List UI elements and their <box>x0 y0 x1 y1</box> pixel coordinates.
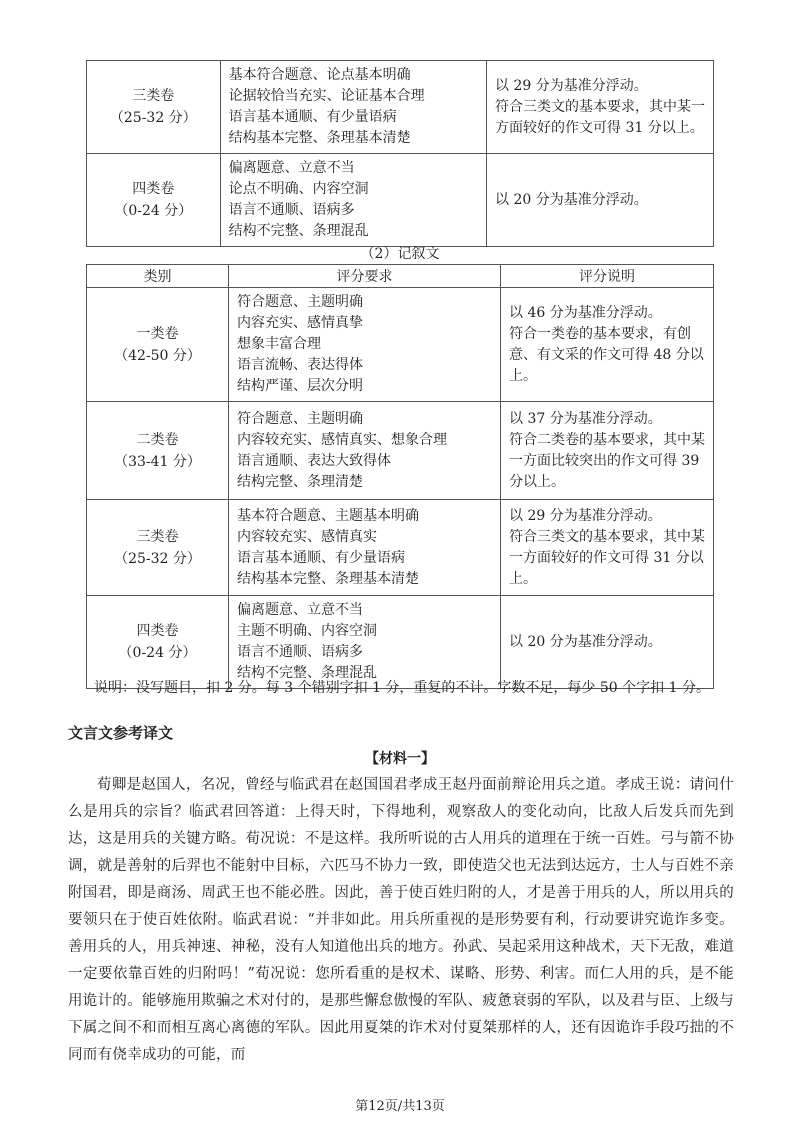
notes-cell <box>501 288 714 402</box>
requirement-line: 语言不通顺、语病多 <box>228 202 355 218</box>
category-name: 四类卷 <box>132 181 175 197</box>
category-cell <box>87 596 229 689</box>
header-category: 类别 <box>87 265 229 288</box>
requirement-line: 语言流畅、表达得体 <box>237 357 363 373</box>
note-line: 以 29 分为基准分浮动。 <box>509 507 662 524</box>
note-line: 以 37 分为基准分浮动。 <box>509 410 662 427</box>
notes-cell <box>501 402 714 500</box>
requirement-line: 符合题意、主题明确 <box>237 294 363 310</box>
table-row <box>87 61 714 154</box>
category-name: 一类卷 <box>136 325 179 342</box>
note-line: 符合三类文的基本要求，其中某 <box>509 528 705 545</box>
category-range: （0-24 分） <box>114 203 193 219</box>
notes-cell <box>501 596 714 689</box>
note-line: 一方面比较突出的作文可得 39 <box>509 452 700 469</box>
category-cell <box>87 154 221 247</box>
category-range: （25-32 分） <box>114 550 201 567</box>
requirement-line: 符合题意、主题明确 <box>237 410 363 427</box>
note-line: 符合二类卷的基本要求，其中某 <box>509 431 705 448</box>
notes-cell <box>487 154 714 247</box>
requirements-cell <box>220 61 486 154</box>
header-notes: 评分说明 <box>501 265 714 288</box>
requirement-line: 结构不完整、条理混乱 <box>237 665 377 681</box>
requirement-line: 想象丰富合理 <box>237 336 321 352</box>
requirements-cell <box>229 500 501 596</box>
note-line: 符合一类卷的基本要求，有创 <box>509 325 691 342</box>
note-line: 上。 <box>509 367 537 384</box>
table-row <box>87 596 714 689</box>
material-title: 【材料一】 <box>365 751 435 767</box>
requirements-cell <box>220 154 486 247</box>
requirement-line: 语言不通顺、语病多 <box>237 644 363 660</box>
note-line: 符合三类文的基本要求，其中某一 <box>495 98 705 115</box>
category-range: （33-41 分） <box>114 453 201 470</box>
note-line: 意、有文采的作文可得 48 分以 <box>509 346 704 363</box>
requirement-line: 内容较充实、感情真实、想象合理 <box>237 431 447 448</box>
note-line: 上。 <box>509 570 537 587</box>
note-line: 以 20 分为基准分浮动。 <box>509 633 662 650</box>
requirement-line: 基本符合题意、主题基本明确 <box>237 507 419 524</box>
requirement-line: 偏离题意、立意不当 <box>237 602 363 618</box>
requirement-line: 基本符合题意、论点基本明确 <box>228 67 411 83</box>
category-name: 三类卷 <box>132 88 175 104</box>
section-title: 文言文参考译文 <box>68 724 174 742</box>
table-row <box>87 288 714 402</box>
essay-scoring-table-narrative <box>86 264 714 689</box>
narrative-caption: （2）记叙文 <box>360 246 440 262</box>
category-name: 四类卷 <box>136 623 179 639</box>
translation-passage <box>68 772 734 1069</box>
scoring-explanation: 说明：没写题目，扣 2 分。每 3 个错别字扣 1 分，重复的不计。字数不足，每少 50 个字扣 1 分。 <box>94 680 710 696</box>
requirement-line: 结构基本完整、条理基本清楚 <box>228 130 411 146</box>
requirement-line: 内容充实、感情真挚 <box>237 315 363 331</box>
requirement-line: 结构不完整、条理混乱 <box>228 223 369 239</box>
note-line: 以 46 分为基准分浮动。 <box>509 304 662 321</box>
requirement-line: 主题不明确、内容空洞 <box>237 623 377 639</box>
table-row <box>87 500 714 596</box>
requirements-cell <box>229 288 501 402</box>
category-range: （42-50 分） <box>114 347 201 364</box>
requirement-line: 语言基本通顺、有少量语病 <box>228 109 397 125</box>
category-cell <box>87 500 229 596</box>
category-range: （0-24 分） <box>118 645 197 661</box>
category-name: 二类卷 <box>136 431 179 448</box>
category-range: （25-32 分） <box>109 110 197 126</box>
requirement-line: 结构基本完整、条理基本清楚 <box>237 570 419 587</box>
requirement-line: 语言通顺、表达大致得体 <box>237 452 391 469</box>
category-cell <box>87 402 229 500</box>
essay-scoring-table-argumentative <box>86 60 714 247</box>
requirements-cell <box>229 596 501 689</box>
notes-cell <box>487 61 714 154</box>
table-row <box>87 402 714 500</box>
passage-paragraph: 荀卿是赵国人，名况，曾经与临武君在赵国国君孝成王赵丹面前辩论用兵之道。孝成王说：请问什么是用兵的宗旨？临武君回答道：上得天时，下得地利，观察敌人的变化动向，比敌人后发兵而先到达，这是用兵的关键方略。荀况说：不是这样。我所听说的古人用兵的道理在于统一百姓。弓与箭不协调，就是善射的后羿也不能射中目标，六匹马不协力一致，即使造父也无法到达远方，士人与百姓不亲附国君，即是商汤、周武王也不能必胜。因此，善于使百姓归附的人，才是善于用兵的人，所以用兵的要领只在于使百姓依附。临武君说：“并非如此。用兵所重视的是形势要有利，行动要讲究诡诈多变。善用兵的人，用兵神速、神秘，没有人知道他出兵的地方。孙武、吴起采用这种战术，天下无敌，难道一定要依靠百姓的归附吗！”荀况说：您所看重的是权术、谋略、形势、利害。而仁人用的兵，是不能用诡计的。能够施用欺骗之术对付的，是那些懈怠傲慢的军队、疲惫衰弱的军队，以及君与臣、上级与下属之间不和而相互离心离德的军队。因此用夏桀的诈术对付夏桀那样的人，还有因诡诈手段巧拙的不同而有侥幸成功的可能，而 <box>68 777 734 1063</box>
requirement-line: 结构严谨、层次分明 <box>237 378 363 394</box>
category-cell <box>87 288 229 402</box>
requirement-line: 语言基本通顺、有少量语病 <box>237 549 405 566</box>
requirement-line: 内容较充实、感情真实 <box>237 528 377 545</box>
requirement-line: 论据较恰当充实、论证基本合理 <box>228 88 425 104</box>
requirements-cell <box>229 402 501 500</box>
category-name: 三类卷 <box>136 528 179 545</box>
page-footer: 第12页/共13页 <box>355 1099 445 1114</box>
note-line: 以 29 分为基准分浮动。 <box>495 77 648 94</box>
note-line: 一方面较好的作文可得 31 分以 <box>509 549 704 566</box>
note-line: 以 20 分为基准分浮动。 <box>495 191 648 208</box>
header-requirements: 评分要求 <box>229 265 501 288</box>
table-header-row <box>87 265 714 288</box>
notes-cell <box>501 500 714 596</box>
requirement-line: 结构完整、条理清楚 <box>237 473 363 490</box>
category-cell <box>87 61 221 154</box>
requirement-line: 论点不明确、内容空洞 <box>228 181 369 197</box>
note-line: 方面较好的作文可得 31 分以上。 <box>495 119 704 136</box>
table-row <box>87 154 714 247</box>
requirement-line: 偏离题意、立意不当 <box>228 160 355 176</box>
note-line: 分以上。 <box>509 473 565 490</box>
